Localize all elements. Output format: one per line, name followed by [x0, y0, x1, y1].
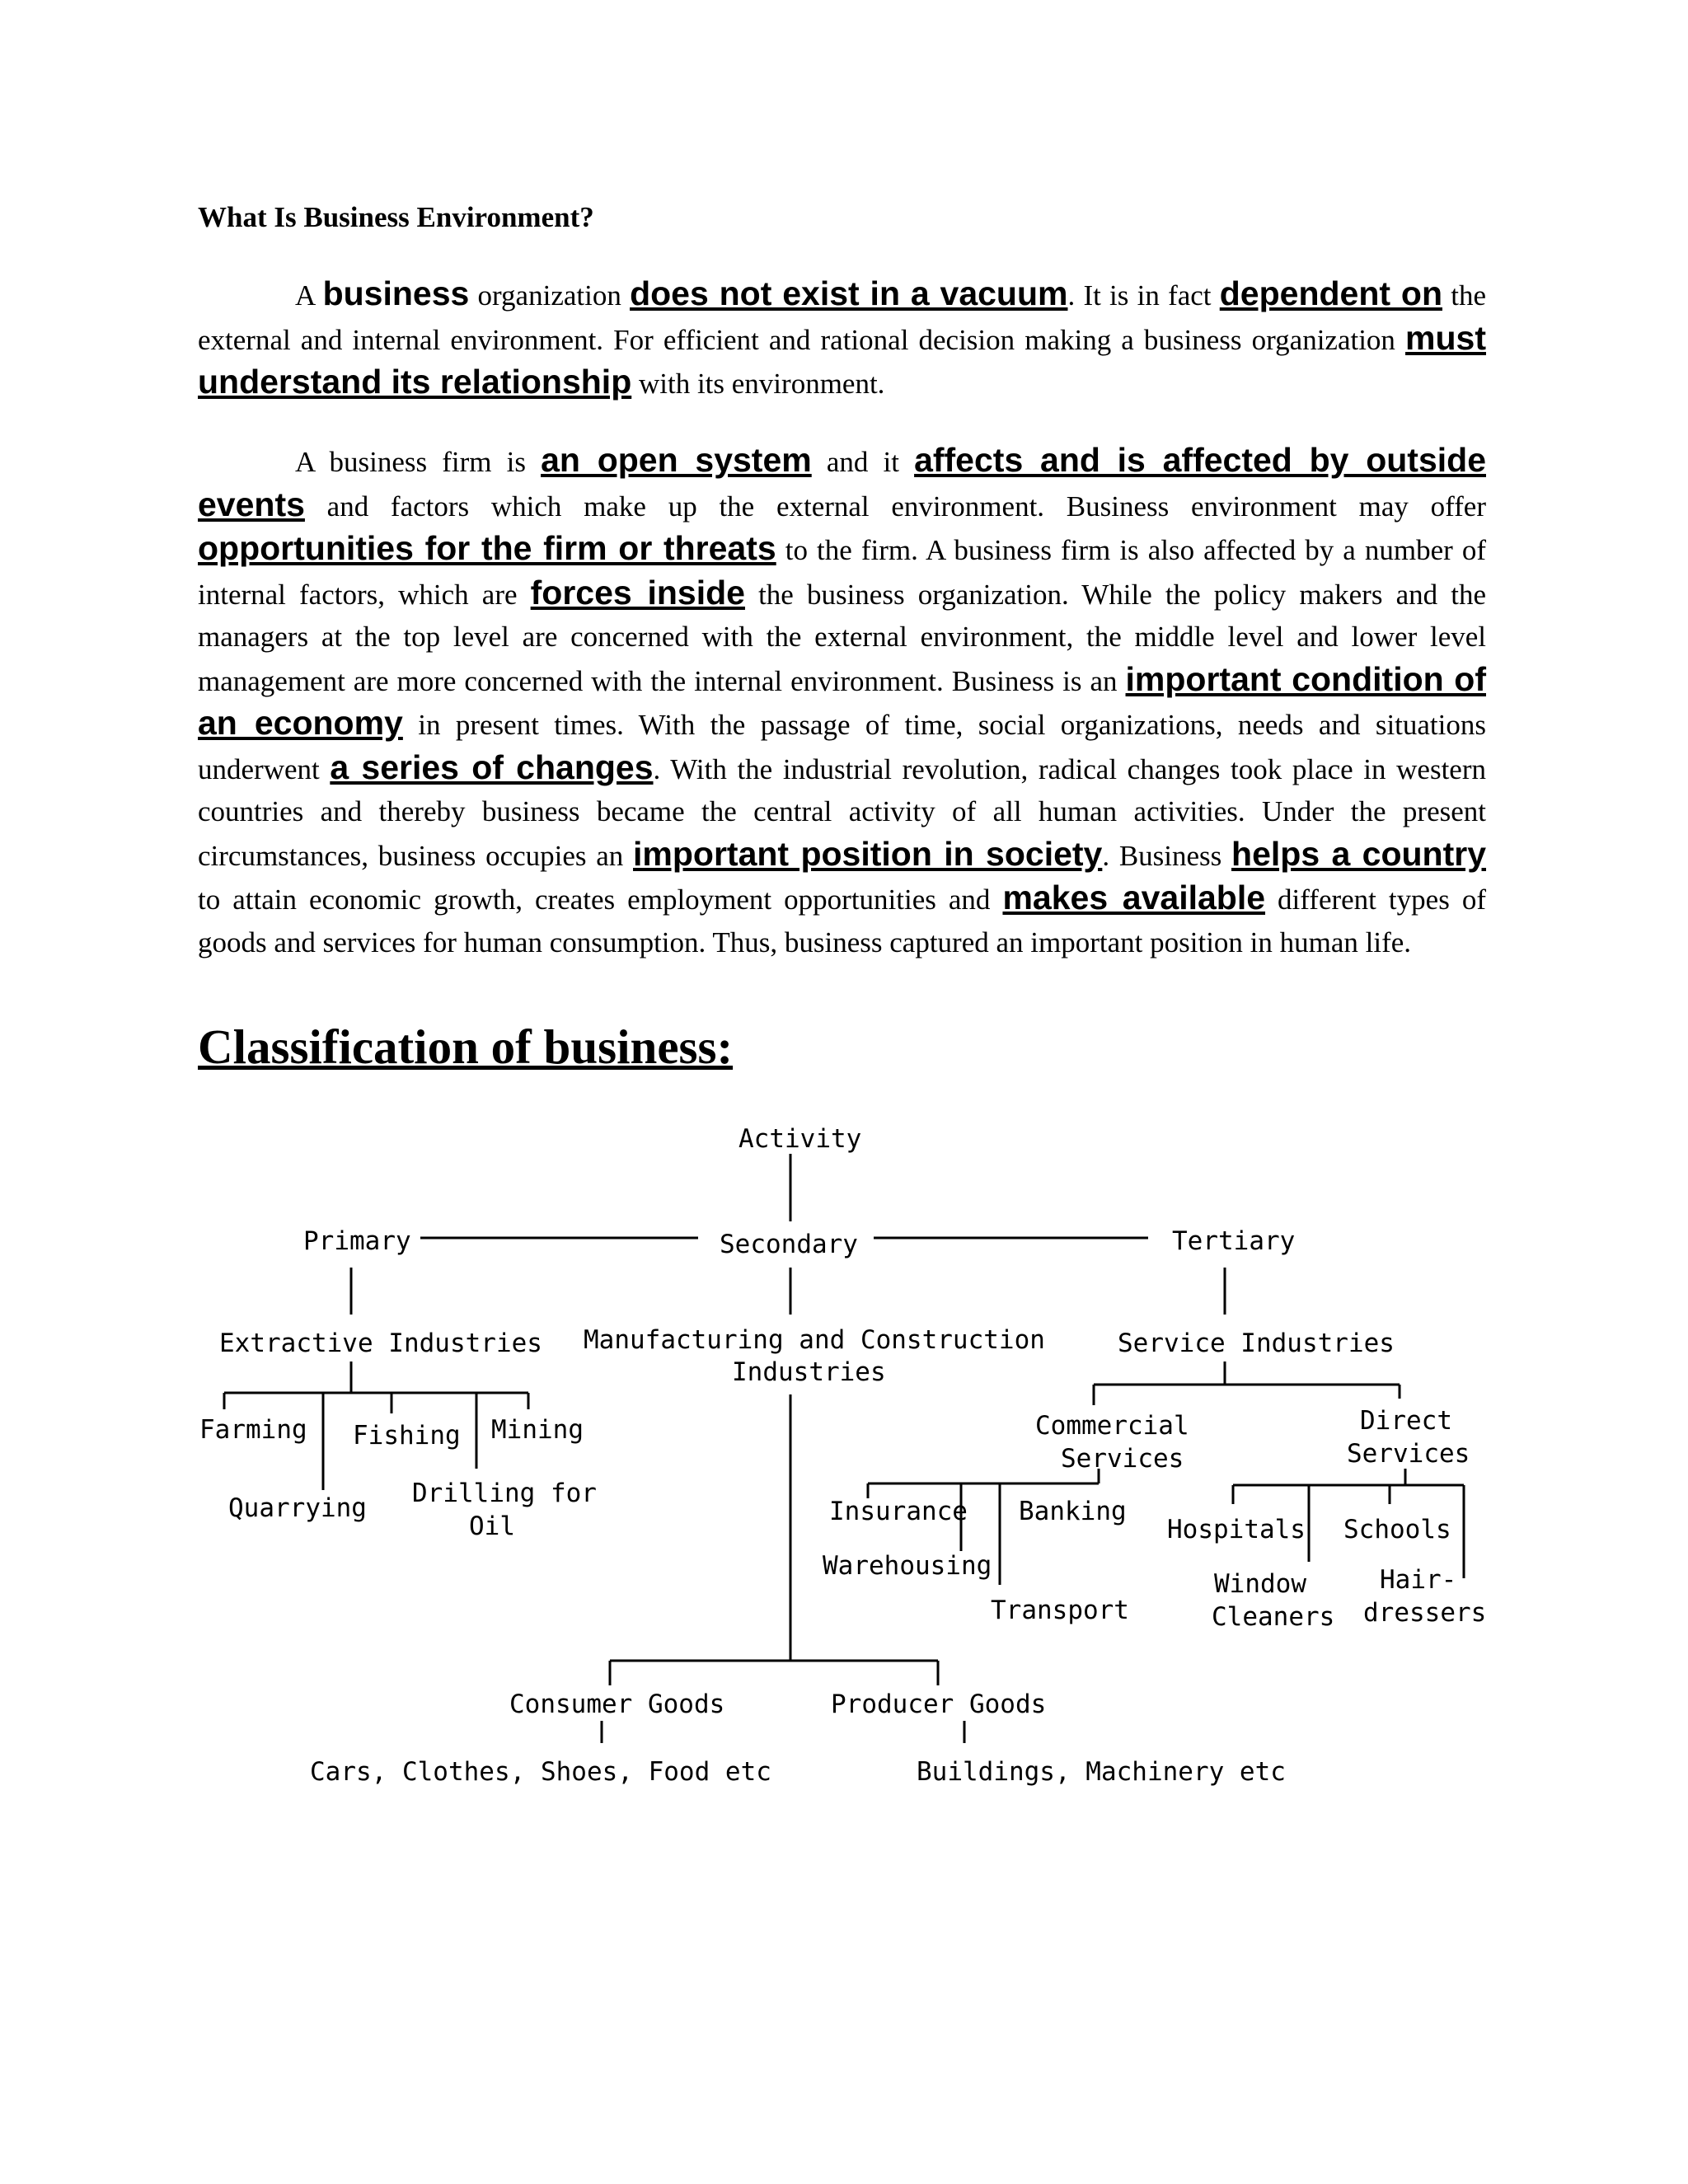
node-direct-line1: Direct: [1360, 1406, 1452, 1436]
emphasized-phrase: helps a country: [1231, 834, 1487, 873]
node-warehousing: Warehousing: [823, 1551, 992, 1581]
node-banking: Banking: [1019, 1497, 1127, 1526]
page-heading: What Is Business Environment?: [198, 201, 594, 233]
node-window-line1: Window: [1214, 1569, 1306, 1599]
text-run: to the firm. A business firm is also affected by a number of internal factors, which are: [198, 534, 1487, 611]
text-run: different types of goods and services for human consumption. Thus, business captured an important position in human life.: [198, 883, 1486, 958]
node-transport: Transport: [991, 1596, 1129, 1625]
node-drilling-line1: Drilling for: [412, 1479, 597, 1508]
text-run: the business organization. While the policy makers and the managers at the top level are concerned with the external environment, the middle level and lower level management are more concerned with the internal environment. Business is an: [198, 578, 1486, 697]
text-run: . Business: [1102, 839, 1232, 872]
node-activity: Activity: [738, 1124, 862, 1154]
text-run: A: [295, 279, 323, 312]
text-run: . With the industrial revolution, radical changes took place in western countries and thereby business became the central activity of all human activities. Under the present circumstances, business occupies an: [198, 752, 1486, 872]
node-manufacturing-line2: Industries: [732, 1357, 886, 1387]
text-run: in present times. With the passage of time, social organizations, needs and situations underwent: [198, 709, 1487, 785]
node-commercial-line1: Commercial: [1035, 1411, 1189, 1441]
text-run: the external and internal environment. For efficient and rational decision making a business organization: [198, 279, 1486, 356]
emphasized-phrase: forces inside: [530, 573, 745, 612]
emphasized-phrase: an open system: [541, 441, 812, 479]
text-run: and it: [811, 446, 915, 478]
text-run: and factors which make up the external environment. Business environment may offer: [304, 490, 1486, 523]
text-run: to attain economic growth, creates employment opportunities and: [198, 883, 1003, 916]
bold-term: business: [322, 274, 470, 312]
node-quarrying: Quarrying: [228, 1493, 367, 1523]
emphasized-phrase: important position in society: [633, 834, 1103, 873]
node-hair-line1: Hair-: [1380, 1565, 1457, 1595]
emphasized-phrase: does not exist in a vacuum: [630, 274, 1068, 312]
node-schools: Schools: [1343, 1515, 1451, 1544]
text-run: with its environment.: [631, 368, 885, 400]
emphasized-phrase: affects and is affected by outside events: [198, 441, 1486, 523]
node-farming: Farming: [199, 1415, 307, 1445]
section-title: Classification of business:: [198, 1019, 734, 1074]
node-secondary: Secondary: [720, 1230, 858, 1259]
text-run: A business firm is: [295, 446, 542, 478]
node-consumer-goods: Consumer Goods: [509, 1690, 725, 1719]
node-commercial-line2: Services: [1061, 1444, 1184, 1474]
node-hospitals: Hospitals: [1167, 1515, 1306, 1544]
node-fishing: Fishing: [353, 1421, 461, 1451]
emphasized-phrase: makes available: [1002, 879, 1266, 916]
node-window-line2: Cleaners: [1212, 1602, 1335, 1632]
node-primary: Primary: [303, 1226, 411, 1256]
emphasized-phrase: dependent on: [1219, 274, 1442, 312]
node-producer-examples: Buildings, Machinery etc: [917, 1757, 1286, 1787]
node-mining: Mining: [491, 1415, 584, 1445]
node-extractive-industries: Extractive Industries: [219, 1329, 542, 1358]
node-producer-goods: Producer Goods: [831, 1690, 1047, 1719]
node-hair-line2: dressers: [1363, 1598, 1487, 1628]
node-drilling-line2: Oil: [469, 1511, 515, 1541]
node-manufacturing-line1: Manufacturing and Construction: [584, 1325, 1045, 1355]
emphasized-phrase: important condition of an economy: [198, 659, 1486, 742]
node-tertiary: Tertiary: [1172, 1226, 1296, 1256]
node-insurance: Insurance: [829, 1497, 968, 1526]
node-service-industries: Service Industries: [1118, 1329, 1395, 1358]
emphasized-phrase: a series of changes: [330, 748, 654, 786]
node-consumer-examples: Cars, Clothes, Shoes, Food etc: [310, 1757, 771, 1787]
text-run: organization: [469, 279, 631, 312]
emphasized-phrase: must understand its relationship: [198, 318, 1486, 401]
emphasized-phrase: opportunities for the firm or threats: [198, 529, 776, 567]
node-direct-line2: Services: [1347, 1439, 1470, 1469]
text-run: . It is in fact: [1067, 279, 1220, 312]
